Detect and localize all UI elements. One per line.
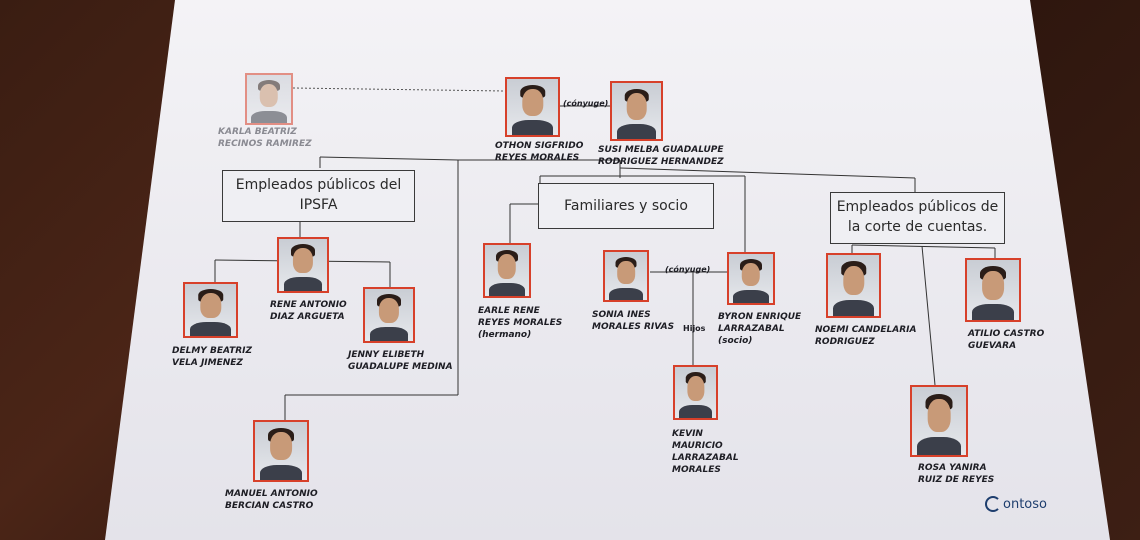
name-rene: RENE ANTONIO DIAZ ARGUETA [270, 300, 347, 322]
name-kevin: KEVIN MAURICIO LARRAZABAL MORALES [672, 429, 739, 475]
photo-sonia [603, 250, 649, 302]
name-othon: OTHON SIGFRIDO REYES MORALES [495, 141, 584, 163]
photo-delmy [183, 282, 238, 338]
photo-noemi [826, 253, 881, 318]
name-earle: EARLE RENE REYES MORALES (hermano) [478, 306, 563, 340]
name-susi: SUSI MELBA GUADALUPE RODRIGUEZ HERNANDEZ [598, 145, 724, 167]
name-jenny: JENNY ELIBETH GUADALUPE MEDINA [348, 350, 453, 372]
photo-byron [727, 252, 775, 305]
name-noemi: NOEMI CANDELARIA RODRIGUEZ [815, 325, 917, 347]
photo-kevin [673, 365, 718, 420]
name-byron: BYRON ENRIQUE LARRAZABAL (socio) [718, 312, 802, 346]
group-box-familiares: Familiares y socio [538, 183, 714, 229]
photo-jenny [363, 287, 415, 343]
logo-mark-icon [985, 496, 1001, 512]
label-conyuge-top: (cónyuge) [563, 99, 609, 108]
label-conyuge-mid: (cónyuge) [665, 265, 711, 274]
photo-atilio [965, 258, 1021, 322]
photo-susi [610, 81, 663, 141]
logo-text: ontoso [1003, 496, 1047, 512]
group-box-ipsfa: Empleados públicos del IPSFA [222, 170, 415, 222]
name-sonia: SONIA INES MORALES RIVAS [592, 310, 675, 332]
name-delmy: DELMY BEATRIZ VELA JIMENEZ [172, 346, 253, 368]
group-box-corte-de-cuentas: Empleados públicos de la corte de cuentas. [830, 192, 1005, 244]
photo-karla [245, 73, 293, 125]
name-karla: KARLA BEATRIZ RECINOS RAMIREZ [218, 127, 312, 149]
photo-rosa [910, 385, 968, 457]
photo-othon [505, 77, 560, 137]
contoso-logo [985, 496, 1047, 512]
photo-manuel [253, 420, 309, 482]
photo-earle [483, 243, 531, 298]
name-rosa: ROSA YANIRA RUIZ DE REYES [918, 463, 995, 485]
label-hijos: Hijos [683, 324, 706, 333]
photo-rene [277, 237, 329, 293]
name-manuel: MANUEL ANTONIO BERCIAN CASTRO [225, 489, 318, 511]
name-atilio: ATILIO CASTRO GUEVARA [968, 329, 1045, 351]
